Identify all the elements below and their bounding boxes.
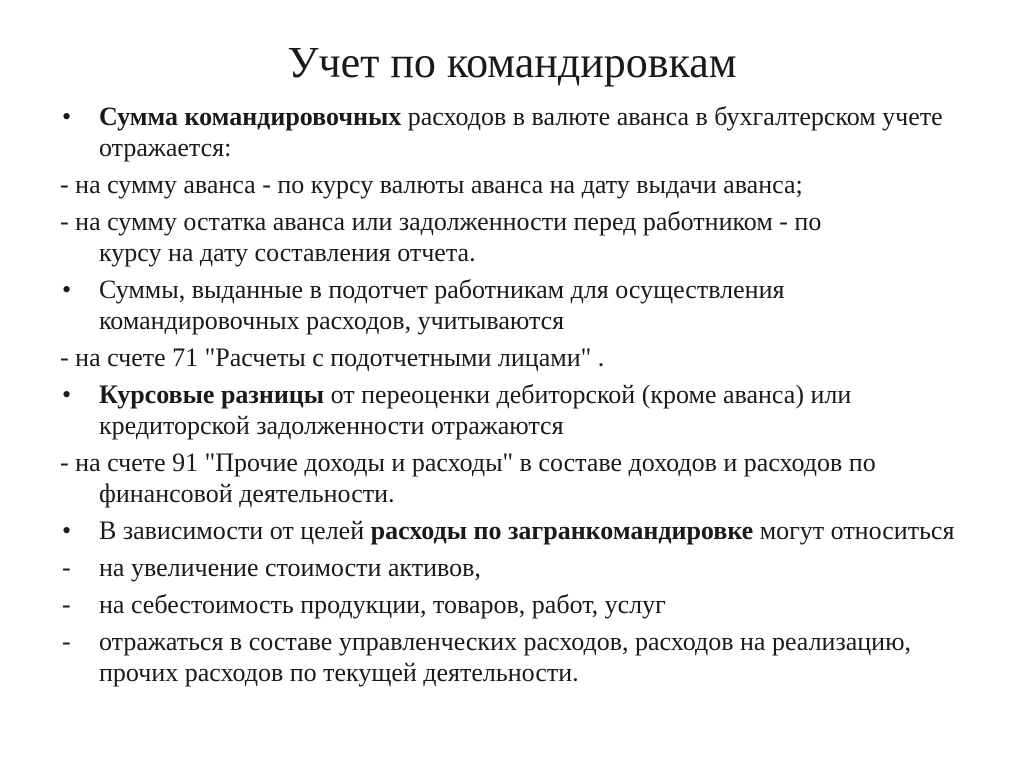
bullet-marker: •	[62, 380, 72, 409]
item-text: расходов в валюте аванса в бухгалтерском учете отражается:	[99, 102, 943, 162]
dash-marker: -	[62, 553, 71, 582]
list-item-dash-marker	[60, 626, 990, 688]
dash-marker: -	[62, 627, 71, 656]
slide-body	[60, 101, 990, 694]
list-item-dash	[60, 342, 990, 373]
bullet-marker: •	[62, 516, 72, 545]
list-item-dash-marker	[60, 589, 990, 620]
bold-lead: Курсовые разницы	[99, 380, 325, 409]
item-text: отражаться в составе управленческих расходов, расходов на реализацию, прочих расходов по текущей деятельности.	[99, 627, 912, 687]
slide-title: Учет по командировкам	[287, 38, 737, 87]
bold-lead: Сумма командировочных	[99, 102, 402, 131]
item-text: - на сумму аванса - по курсу валюты аванса на дату выдачи аванса;	[60, 170, 803, 199]
list-item-bullet	[60, 274, 990, 336]
item-text: - на сумму остатка аванса или задолженности перед работником - по	[60, 207, 822, 236]
list-item-dash	[60, 447, 990, 509]
bullet-marker: •	[62, 102, 72, 131]
list-item-dash-marker	[60, 552, 990, 583]
item-text: могут относиться	[753, 516, 955, 545]
item-text: на увеличение стоимости активов,	[99, 553, 481, 582]
item-text: - на счете 91 "Прочие доходы и расходы" в составе доходов и расходов по	[60, 448, 876, 477]
item-text: Суммы, выданные в подотчет работникам для осуществления командировочных расходов, учитываются	[99, 275, 785, 335]
bold-phrase: расходы по загранкомандировке	[370, 516, 754, 545]
bullet-marker: •	[62, 275, 72, 304]
list-item-dash	[60, 169, 990, 200]
item-text: на себестоимость продукции, товаров, работ, услуг	[99, 590, 666, 619]
list-item-bullet	[60, 379, 990, 441]
item-text: от переоценки дебиторской (кроме аванса) или кредиторской задолженности отражаются	[99, 380, 852, 440]
list-item-bullet	[60, 101, 990, 163]
item-text-continuation: финансовой деятельности.	[99, 479, 395, 508]
item-text: В зависимости от целей	[99, 516, 371, 545]
dash-marker: -	[62, 590, 71, 619]
item-text: - на счете 71 "Расчеты с подотчетными лицами" .	[60, 343, 605, 372]
item-text-continuation: курсу на дату составления отчета.	[99, 238, 476, 267]
list-item-dash	[60, 206, 990, 268]
list-item-bullet	[60, 515, 990, 546]
